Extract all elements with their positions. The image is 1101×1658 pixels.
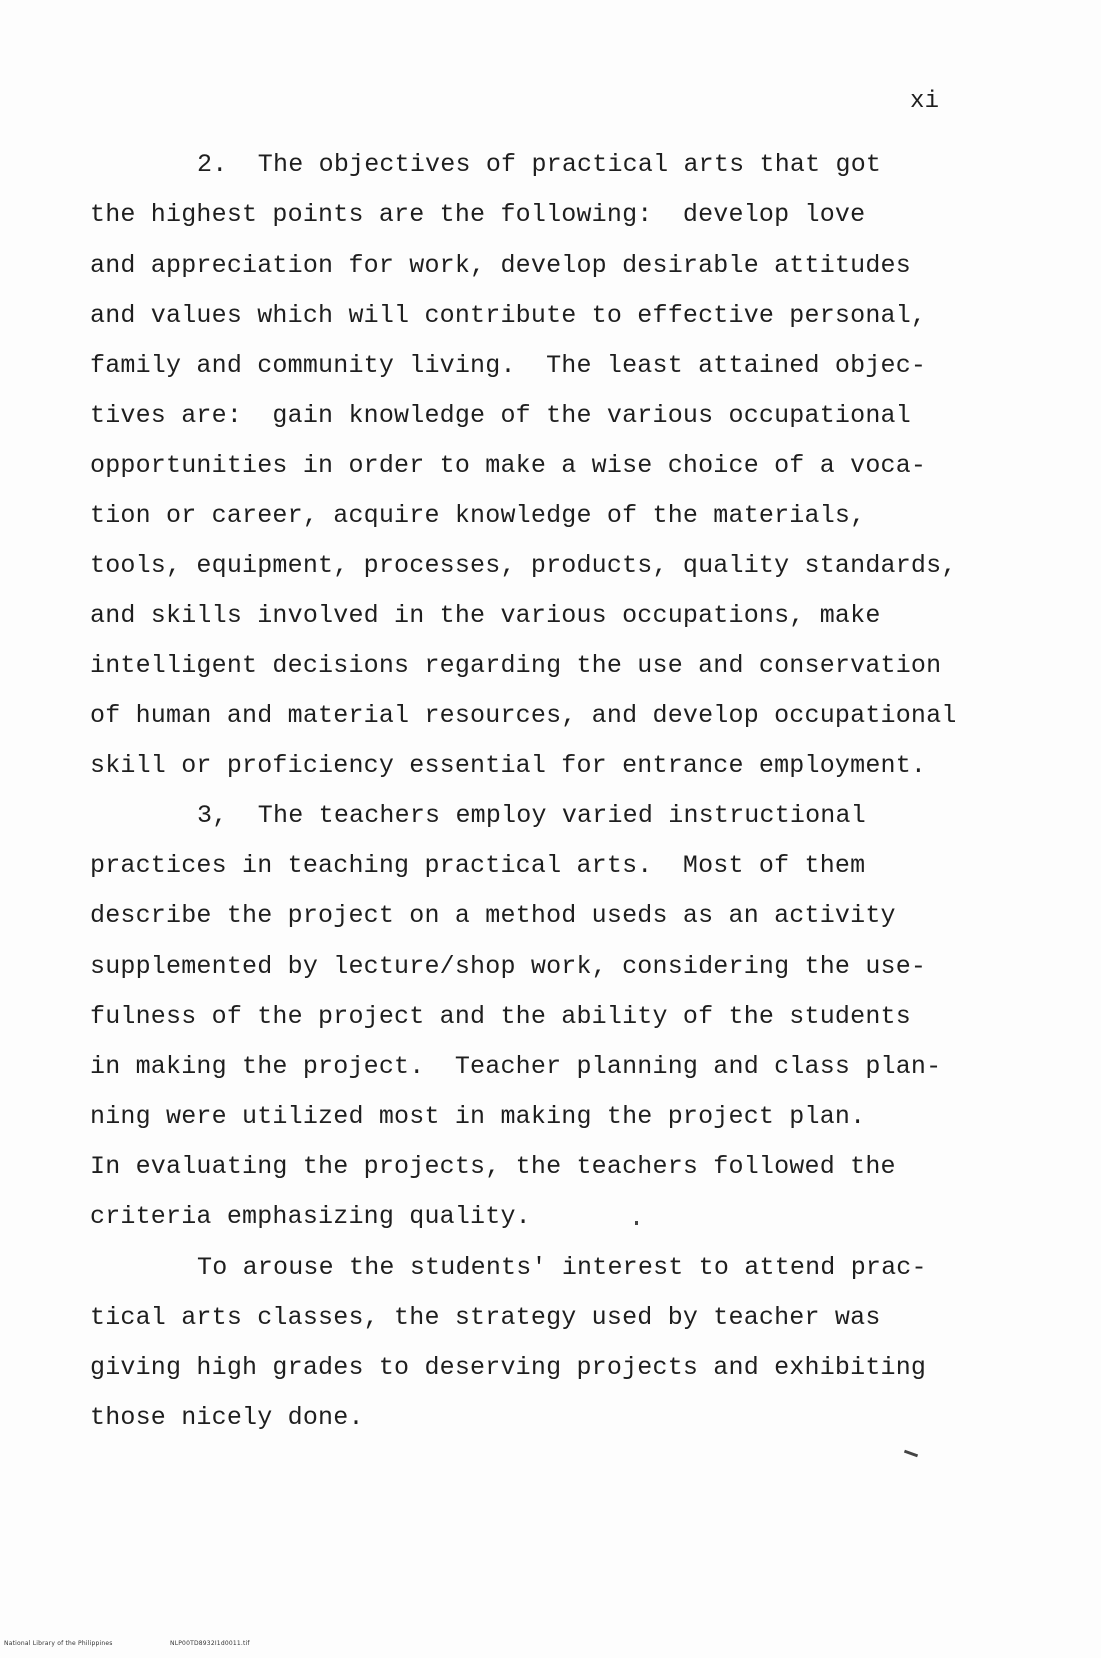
paragraph-1-line: tion or career, acquire knowledge of the materials, [90, 501, 866, 530]
paragraph-1-line: tools, equipment, processes, products, quality standards, [90, 551, 957, 580]
scan-speck [635, 1221, 638, 1225]
paragraph-1-line: skill or proficiency essential for entrance employment. [90, 751, 927, 780]
footer-file: NLP00TD8932I1d0011.tif [170, 1640, 250, 1647]
paragraph-3-line: giving high grades to deserving projects and exhibiting [90, 1353, 927, 1382]
paragraph-1-line: and appreciation for work, develop desirable attitudes [90, 251, 911, 280]
paragraph-2-line: in making the project. Teacher planning and class plan- [90, 1052, 942, 1081]
paragraph-3-line: To arouse the students' interest to attend prac- [197, 1253, 927, 1282]
scan-speck [904, 1450, 918, 1458]
paragraph-1-line: of human and material resources, and develop occupational [90, 701, 957, 730]
page-number: xi [910, 88, 940, 115]
paragraph-3-line: tical arts classes, the strategy used by teacher was [90, 1303, 881, 1332]
paragraph-1-line: tives are: gain knowledge of the various occupational [90, 401, 911, 430]
paragraph-2-line: ning were utilized most in making the project plan. [90, 1102, 866, 1131]
paragraph-1-line: opportunities in order to make a wise choice of a voca- [90, 451, 927, 480]
paragraph-2-line: describe the project on a method useds as an activity [90, 901, 896, 930]
paragraph-2-line: In evaluating the projects, the teachers followed the [90, 1152, 896, 1181]
paragraph-2-line: supplemented by lecture/shop work, considering the use- [90, 952, 927, 981]
paragraph-3-line: those nicely done. [90, 1403, 364, 1432]
paragraph-2-line: fulness of the project and the ability of the students [90, 1002, 911, 1031]
paragraph-2-line: criteria emphasizing quality. [90, 1202, 531, 1231]
paragraph-2-line: practices in teaching practical arts. Most of them [90, 851, 866, 880]
paragraph-1-line: the highest points are the following: develop love [90, 200, 866, 229]
paragraph-1-line: 2. The objectives of practical arts that got [197, 150, 882, 179]
footer-library: National Library of the Philippines [4, 1640, 113, 1647]
paragraph-1-line: intelligent decisions regarding the use and conservation [90, 651, 942, 680]
paragraph-1-line: and skills involved in the various occupations, make [90, 601, 881, 630]
paragraph-1-line: family and community living. The least attained objec- [90, 351, 927, 380]
paragraph-1-line: and values which will contribute to effective personal, [90, 301, 927, 330]
paragraph-2-line: 3, The teachers employ varied instructional [197, 801, 866, 830]
